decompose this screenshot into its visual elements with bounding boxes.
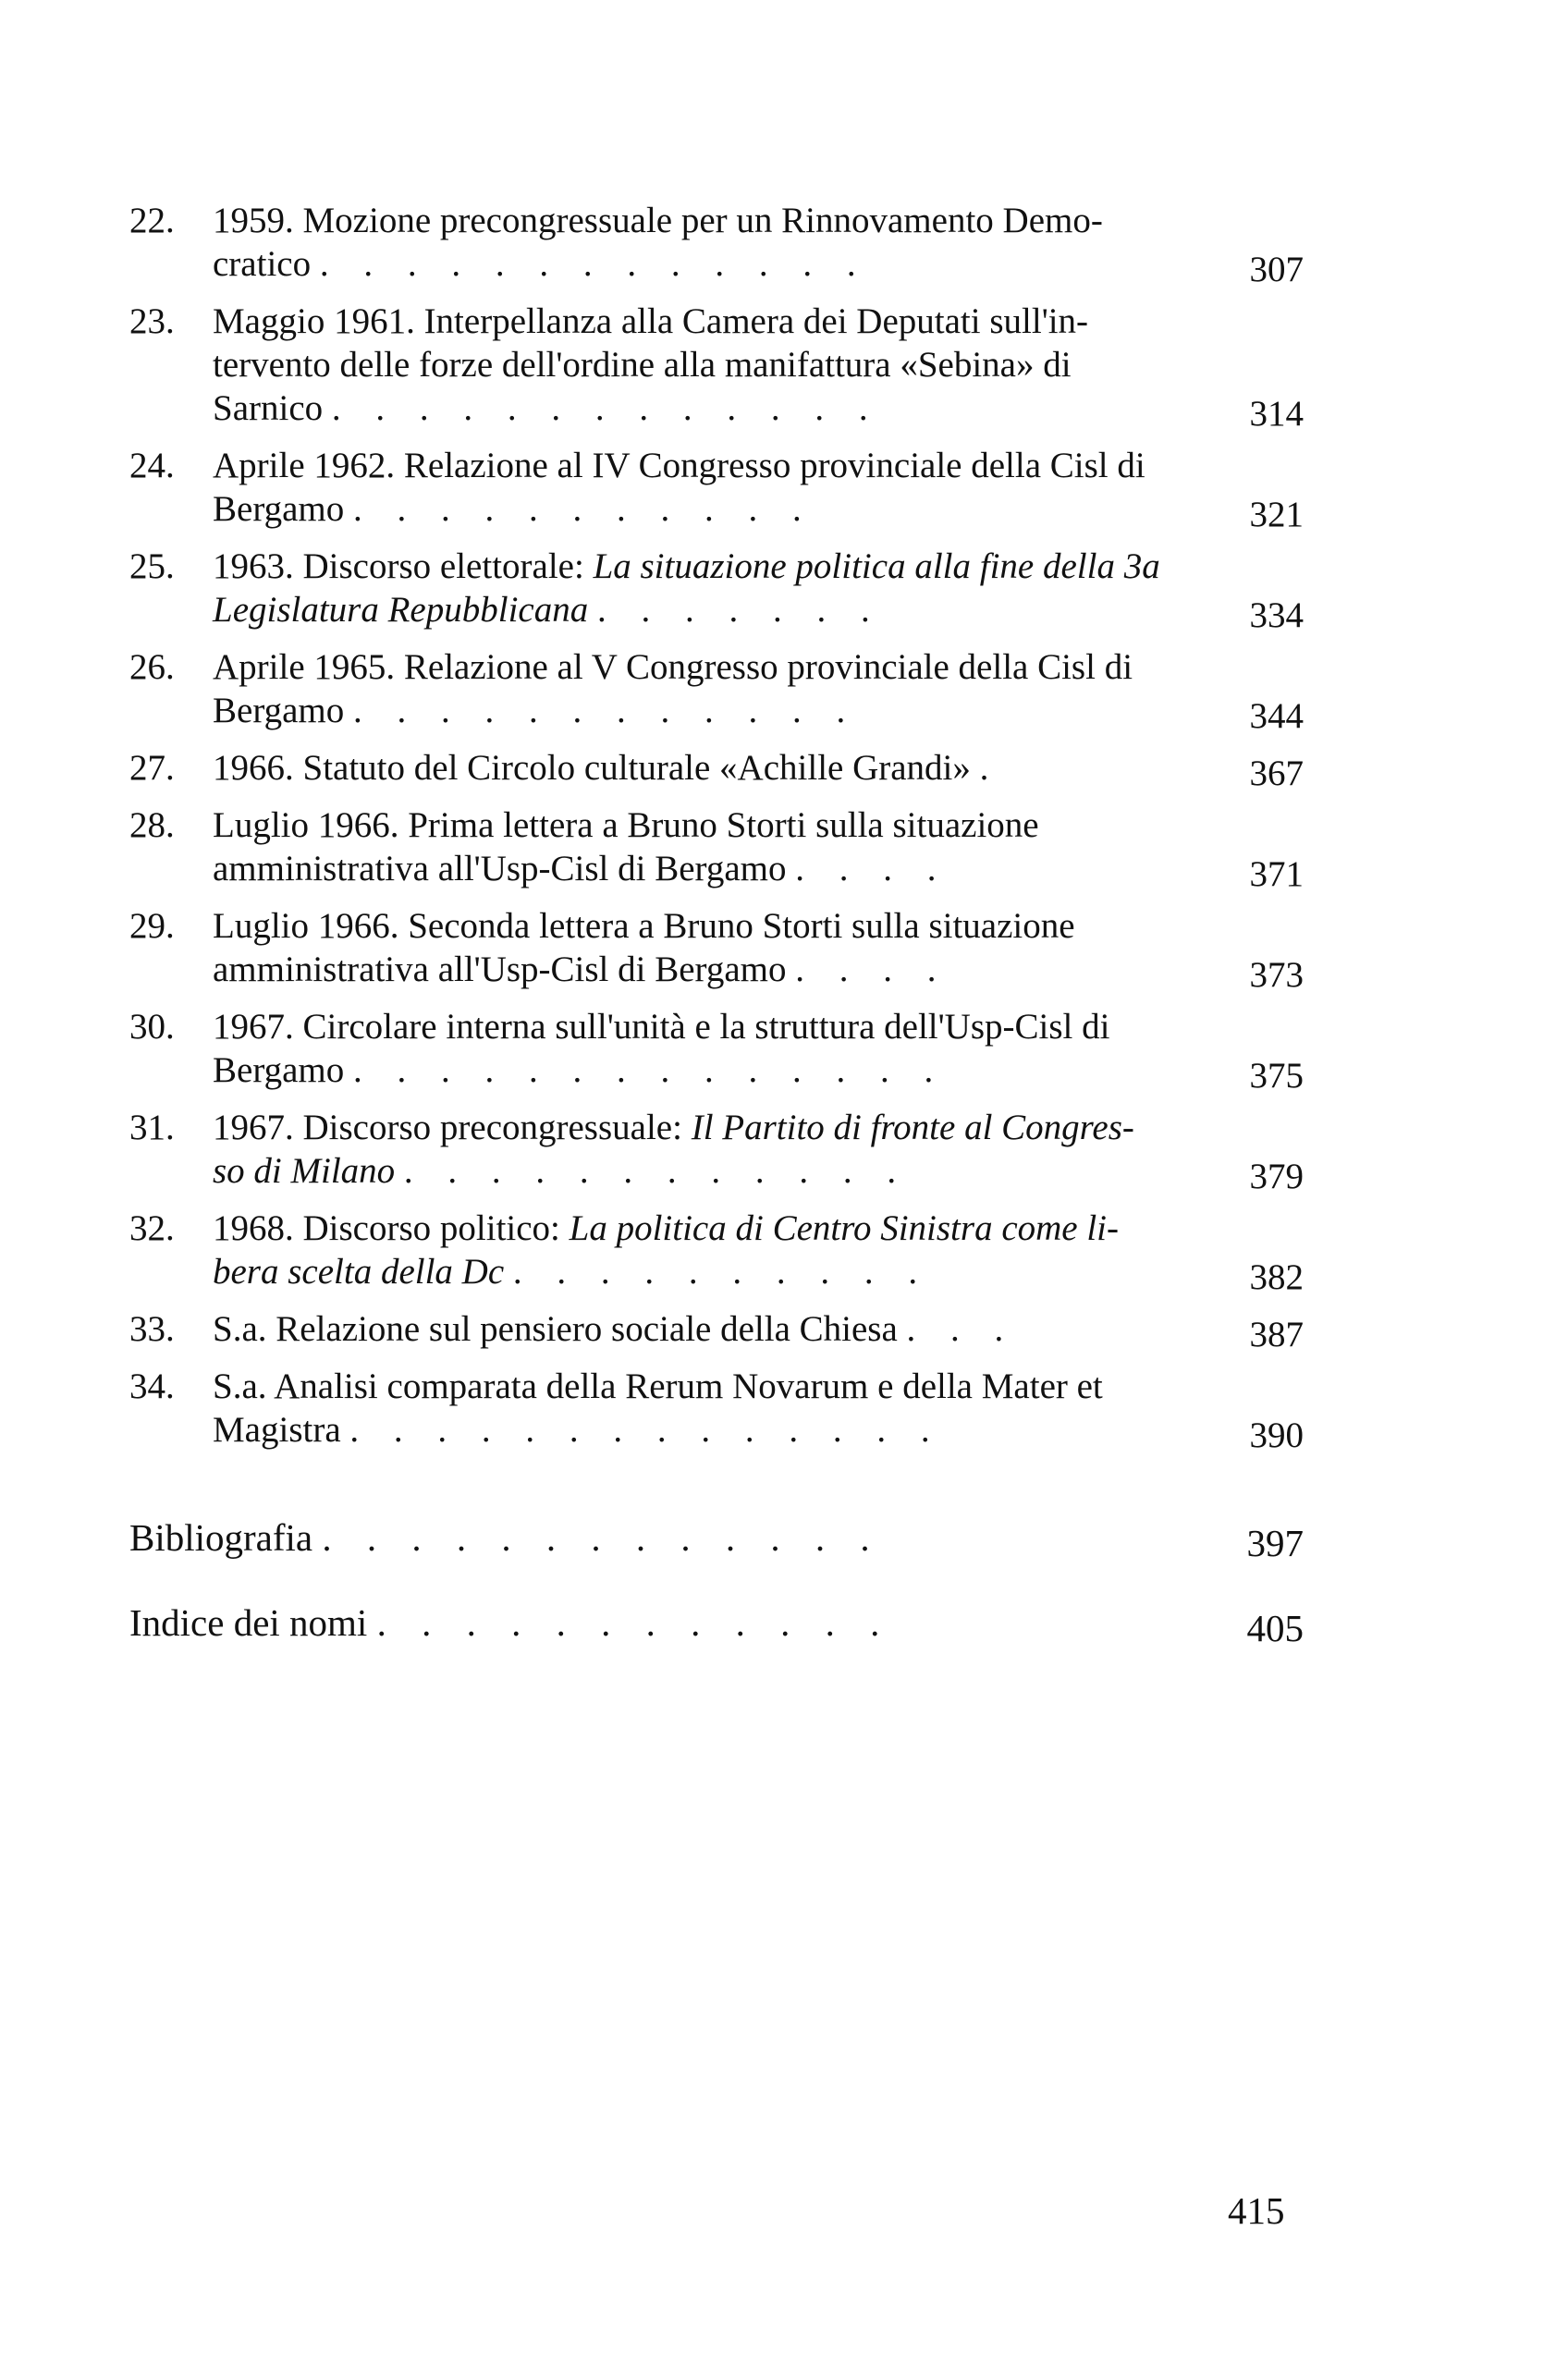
toc-entry	[129, 444, 1304, 534]
toc-entry	[129, 1365, 1304, 1455]
entry-title: 1959. Mozione precongressuale per un Rinnovamento Demo- cratico . . . . . . . . . . . . .	[213, 201, 1103, 284]
leader-dots: . . . . . . . . . . . . . .	[353, 1050, 947, 1090]
page-number: 379	[1249, 1157, 1304, 1196]
entry-number: 23.	[129, 301, 175, 341]
leader-dots: . . . . . . . . . . . .	[353, 691, 859, 730]
toc-entry	[129, 645, 1304, 736]
page-number: 390	[1249, 1415, 1304, 1455]
entry-title: Indice dei nomi . . . . . . . . . . . .	[129, 1601, 893, 1644]
leader-dots: . . . . . . . . . . .	[353, 489, 815, 529]
leader-dots: . . . . . . . . . . . . .	[322, 1516, 883, 1559]
leader-dots: . . . . . . . . . . . .	[403, 1151, 910, 1191]
entry-title: 1968. Discorso politico: La politica di Centro Sinistra come li- bera scelta della Dc . . . . . . . . . .	[213, 1208, 1120, 1292]
entry-number: 24.	[129, 446, 175, 485]
leader-dots: . . . .	[795, 849, 949, 888]
toc-entry	[129, 1106, 1304, 1196]
leader-dots: . . . . . . . . . . . . . .	[349, 1410, 943, 1450]
entry-number: 34.	[129, 1366, 175, 1406]
entry-title: Luglio 1966. Prima lettera a Bruno Storti sulla situazione amministrativa all'Usp-Cisl di Bergamo . . . .	[213, 805, 1039, 888]
entry-number: 25.	[129, 546, 175, 586]
entry-number: 33.	[129, 1309, 175, 1349]
toc-entry	[129, 545, 1304, 635]
toc-entry	[129, 1005, 1304, 1096]
leader-dots: .	[979, 748, 1002, 788]
table-of-contents	[129, 199, 1304, 1685]
entry-number: 32.	[129, 1208, 175, 1248]
entry-title: S.a. Relazione sul pensiero sociale della Chiesa . . .	[213, 1309, 1017, 1349]
entry-title: 1963. Discorso elettorale: La situazione politica alla fine della 3a Legislatura Repubblicana . . . . . . .	[213, 546, 1160, 630]
toc-entry	[129, 803, 1304, 894]
entry-number: 28.	[129, 805, 175, 845]
entry-number: 22.	[129, 201, 175, 240]
entry-number: 26.	[129, 647, 175, 687]
entry-title: 1966. Statuto del Circolo culturale «Achille Grandi» .	[213, 748, 1002, 788]
leader-dots: . . . . . . . . . . . . .	[331, 388, 881, 428]
page-number: 367	[1249, 754, 1304, 793]
page-number: 382	[1249, 1257, 1304, 1297]
page-number: 314	[1249, 394, 1304, 434]
entry-title: Maggio 1961. Interpellanza alla Camera dei Deputati sull'in- tervento delle forze dell'ordine alla manifattura «Sebina» di Sarnico . . . . . . . . . . . . .	[213, 301, 1089, 428]
entry-title: 1967. Circolare interna sull'unità e la struttura dell'Usp-Cisl di Bergamo . . . . . . . . . . . . . .	[213, 1007, 1110, 1090]
toc-entry	[129, 746, 1304, 793]
toc-entry	[129, 1207, 1304, 1297]
page-number: 373	[1249, 955, 1304, 995]
toc-entry	[129, 300, 1304, 434]
entry-number: 30.	[129, 1007, 175, 1047]
entry-title: Bibliografia . . . . . . . . . . . . .	[129, 1516, 883, 1559]
toc-entry	[129, 1307, 1304, 1354]
page-number: 344	[1249, 696, 1304, 736]
leader-dots: . . . . . . . . . .	[512, 1252, 931, 1292]
entry-title: S.a. Analisi comparata della Rerum Novarum e della Mater et Magistra . . . . . . . . . . . . . .	[213, 1366, 1103, 1450]
toc-entry-indice-dei-nomi	[129, 1599, 1304, 1649]
toc-entry-bibliografia	[129, 1514, 1304, 1564]
back-matter	[129, 1514, 1304, 1649]
page-number: 307	[1249, 250, 1304, 289]
page-number: 405	[1246, 1607, 1304, 1649]
leader-dots: . . . . . . . . . . . . .	[319, 244, 869, 284]
leader-dots: . . . . . . .	[596, 590, 883, 630]
page-number: 334	[1249, 595, 1304, 635]
entry-title: Luglio 1966. Seconda lettera a Bruno Storti sulla situazione amministrativa all'Usp-Cisl di Bergamo . . . .	[213, 906, 1075, 989]
toc-entry	[129, 199, 1304, 289]
page-number: 375	[1249, 1056, 1304, 1096]
leader-dots: . . . . . . . . . . . .	[376, 1601, 893, 1644]
entry-title: Aprile 1962. Relazione al IV Congresso provinciale della Cisl di Bergamo . . . . . . . . . . .	[213, 446, 1145, 529]
leader-dots: . . . .	[795, 950, 949, 989]
folio-page-number: 415	[1228, 2189, 1285, 2232]
entry-number: 27.	[129, 748, 175, 788]
leader-dots: . . .	[906, 1309, 1017, 1349]
page-number: 371	[1249, 854, 1304, 894]
page-number: 321	[1249, 495, 1304, 534]
entry-title: 1967. Discorso precongressuale: Il Partito di fronte al Congres- so di Milano . . . . . . . . . . . .	[213, 1108, 1134, 1191]
page-number: 397	[1246, 1522, 1304, 1564]
toc-entry	[129, 904, 1304, 995]
page-number: 387	[1249, 1315, 1304, 1354]
entry-title: Aprile 1965. Relazione al V Congresso provinciale della Cisl di Bergamo . . . . . . . . . . . .	[213, 647, 1133, 730]
entry-number: 29.	[129, 906, 175, 946]
entry-number: 31.	[129, 1108, 175, 1147]
